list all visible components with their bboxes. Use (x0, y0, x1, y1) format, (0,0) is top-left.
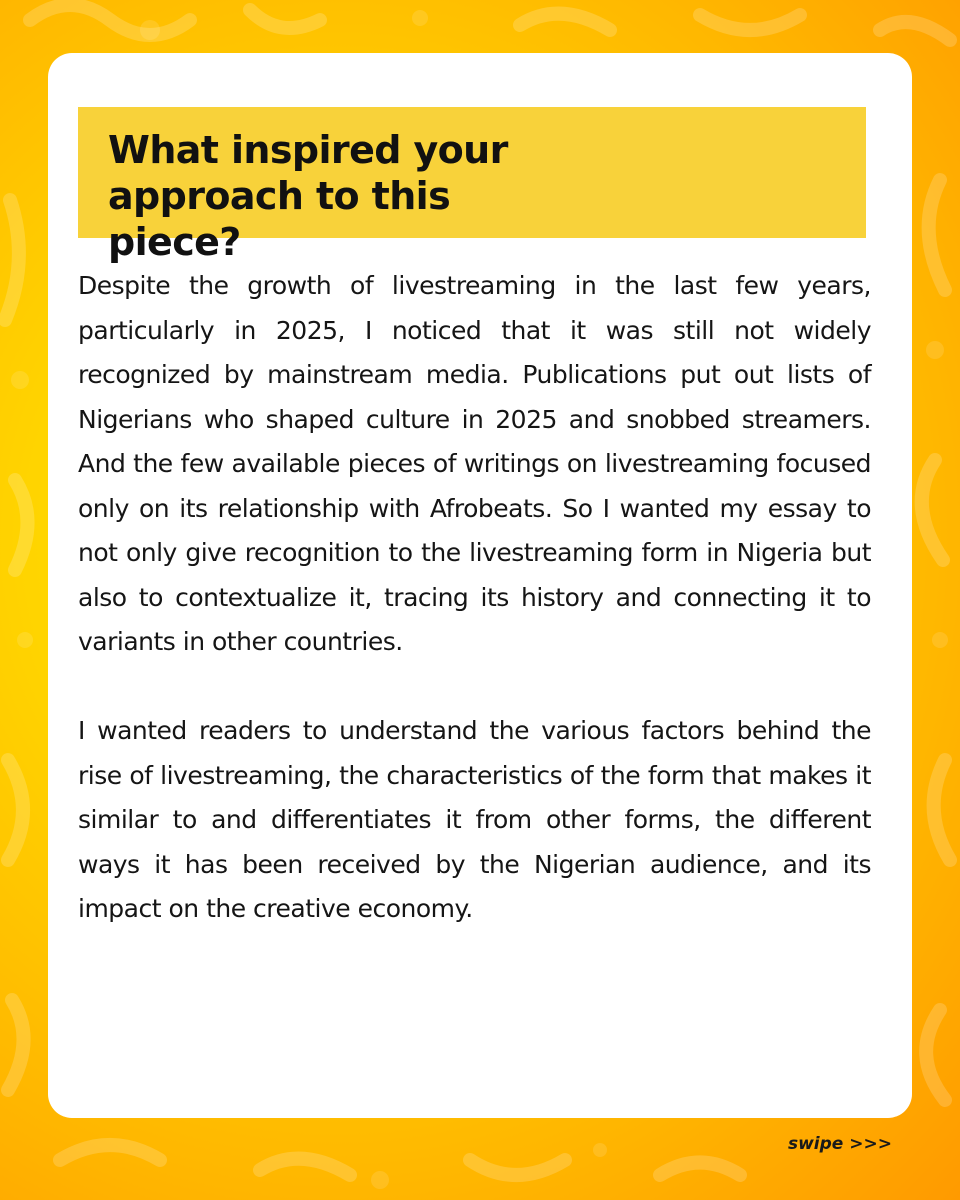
question-highlight (78, 107, 866, 264)
content-card (48, 53, 912, 1118)
answer-paragraph-2: I wanted readers to understand the various factors behind the rise of livestreaming, the characteristics of the form that makes it similar to and differentiates it from other forms, the different ways it has been received by the Nigerian audience, and its impact on the creative economy. (78, 716, 871, 923)
answer-paragraph-1: Despite the growth of livestreaming in the last few years, particularly in 2025, I noticed that it was still not widely recognized by mainstream media. Publications put out lists of Nigerians who shaped culture in 2025 and snobbed streamers. And the few available pieces of writings on livestreaming focused only on its relationship with Afrobeats. So I wanted my essay to not only give recognition to the livestreaming form in Nigeria but also to contextualize it, tracing its history and connecting it to variants in other countries. (78, 271, 871, 656)
answer-body (78, 264, 871, 932)
question-heading: What inspired your approach to this piece? (108, 128, 508, 264)
swipe-hint[interactable]: swipe >>> (787, 1134, 892, 1154)
